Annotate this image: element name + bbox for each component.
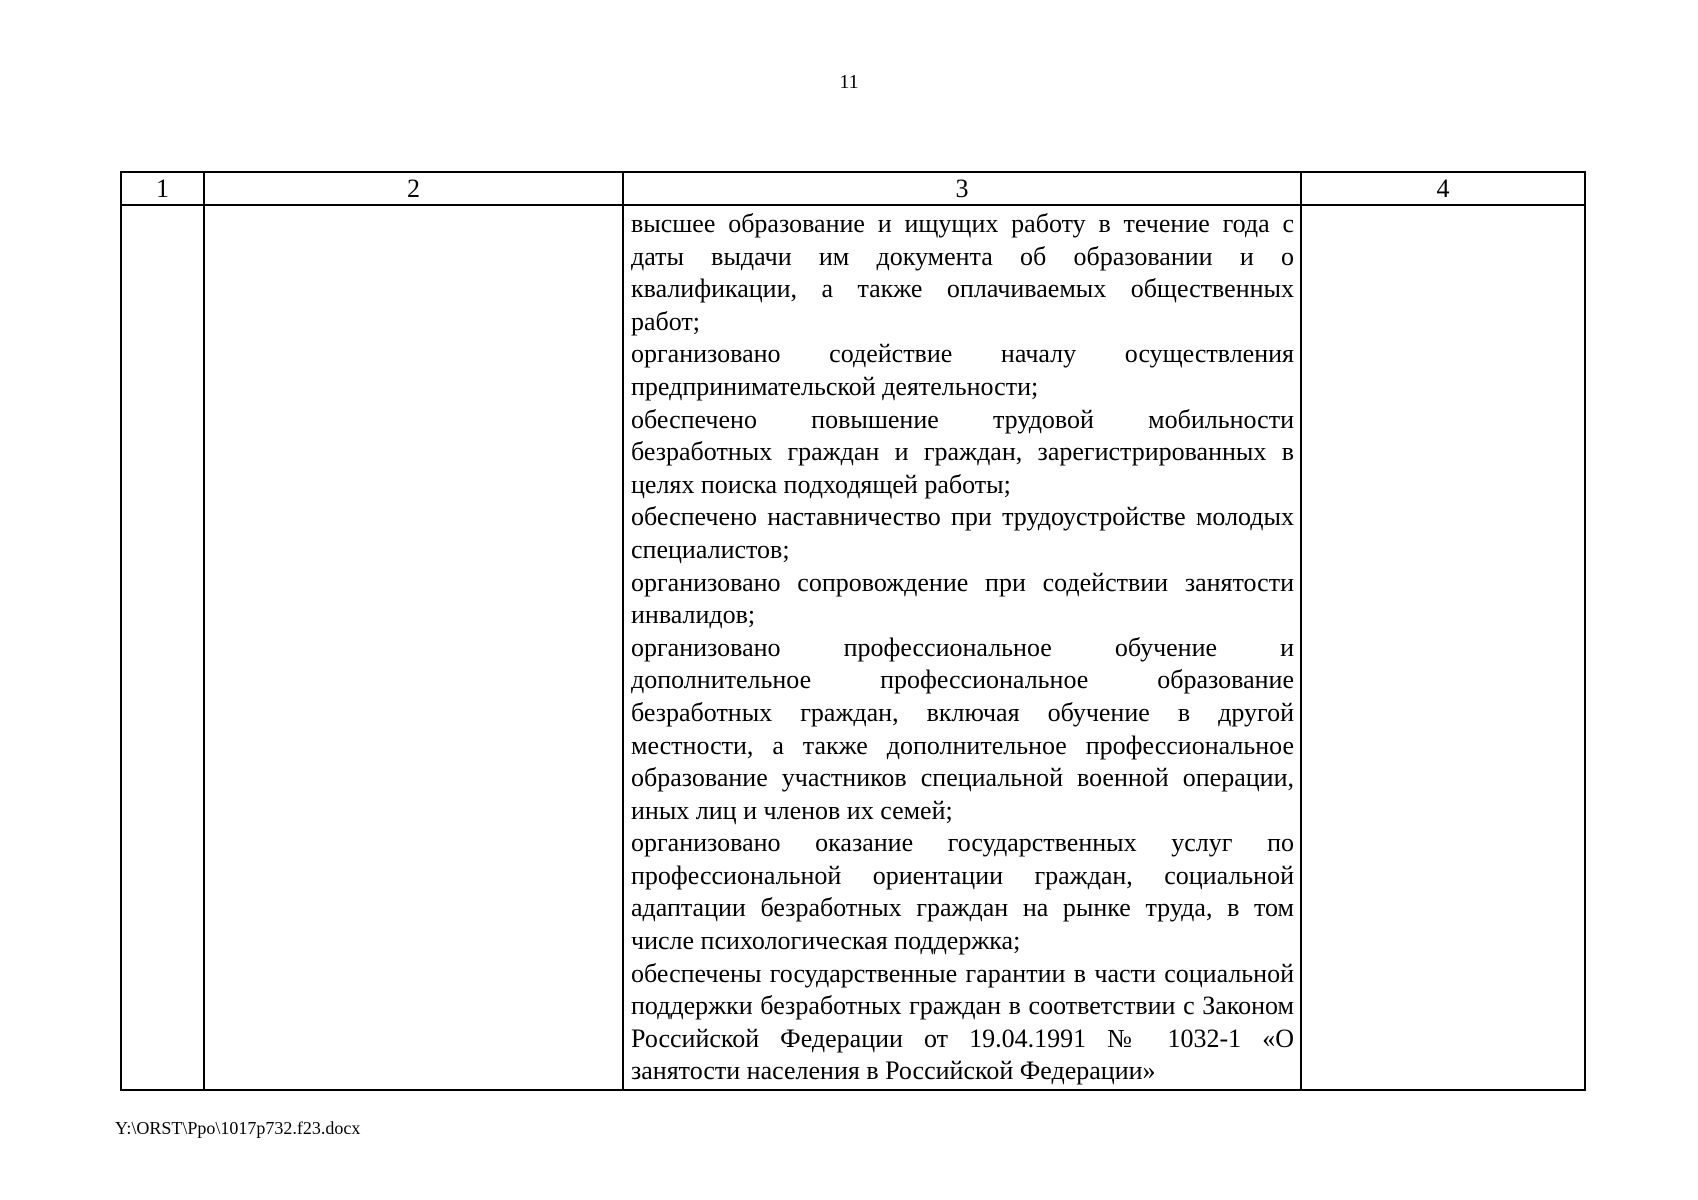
footer-file-path: Y:\ORST\Ppo\1017p732.f23.docx	[115, 1118, 361, 1138]
list-item: обеспечены государственные гарантии в части социальной поддержки безработных граждан в соответствии с Законом Российской Федерации от 19.04.1991 № 1032-1 «О занятости населения в Российской Федерации»	[631, 958, 1294, 1086]
page-number: 11	[839, 71, 859, 93]
list-item: организовано содействие началу осуществления предпринимательской деятельности;	[631, 339, 1294, 401]
column-header-1: 1	[121, 172, 204, 205]
list-item: организовано профессиональное обучение и дополнительное профессиональное образование безработных граждан, включая обучение в другой местности, а также дополнительное профессиональное образование участников специальной военной операции, иных лиц и членов их семей;	[631, 632, 1294, 825]
cell-col-4	[1301, 205, 1585, 1090]
list-item: обеспечено наставничество при трудоустройстве молодых специалистов;	[631, 502, 1294, 564]
column-header-4: 4	[1301, 172, 1585, 205]
list-item: организовано сопровождение при содействии занятости инвалидов;	[631, 567, 1294, 630]
cell-col-1	[121, 205, 204, 1090]
table-header-row	[121, 172, 1585, 205]
list-item: высшее образование и ищущих работу в течение года с даты выдачи им документа об образовании и о квалификации, а также оплачиваемых общественных работ;	[631, 209, 1294, 336]
column-header-2: 2	[204, 172, 623, 205]
list-item: обеспечено повышение трудовой мобильности безработных граждан и граждан, зарегистрированных в целях поиска подходящей работы;	[631, 404, 1294, 499]
cell-col-3	[623, 205, 1301, 1090]
table-row	[121, 205, 1585, 1090]
column-header-3: 3	[623, 172, 1301, 205]
document-table	[120, 171, 1586, 1091]
list-item: организовано оказание государственных услуг по профессиональной ориентации граждан, социальной адаптации безработных граждан на рынке труда, в том числе психологическая поддержка;	[631, 828, 1294, 956]
cell-col-2	[204, 205, 623, 1090]
